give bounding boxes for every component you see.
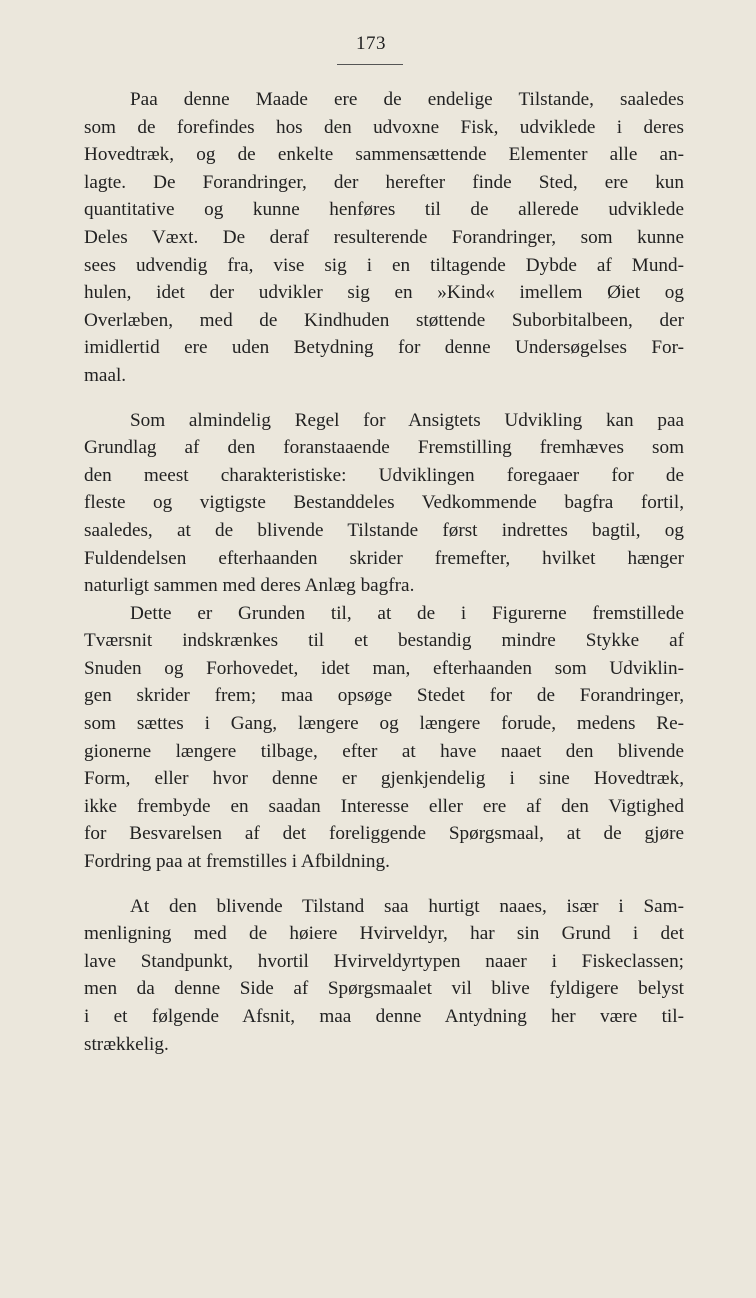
- text-line: som sættes i Gang, længere og længere forude, medens Re-: [84, 713, 684, 735]
- text-line: saaledes, at de blivende Tilstande først indrettes bagtil, og: [84, 519, 684, 541]
- text-line: Som almindelig Regel for Ansigtets Udvikling kan paa: [130, 409, 684, 431]
- text-line: men da denne Side af Spørgsmaalet vil blive fyldigere belyst: [84, 978, 684, 1000]
- text-line: naturligt sammen med deres Anlæg bagfra.: [84, 575, 415, 597]
- paragraph-1: [84, 86, 684, 390]
- text-line: Tværsnit indskrænkes til et bestandig mindre Stykke af: [84, 630, 684, 652]
- text-line: fleste og vigtigste Bestanddeles Vedkommende bagfra fortil,: [84, 492, 684, 514]
- paragraph-2: [84, 407, 684, 600]
- text-line: strækkelig.: [84, 1033, 169, 1055]
- text-line: lave Standpunkt, hvortil Hvirveldyrtypen naaer i Fiskeclassen;: [84, 950, 684, 972]
- text-line: Fuldendelsen efterhaanden skrider fremefter, hvilket hænger: [84, 547, 684, 569]
- text-line: Snuden og Forhovedet, idet man, efterhaanden som Udviklin-: [84, 657, 684, 679]
- text-line: Fordring paa at fremstilles i Afbildning.: [84, 851, 390, 873]
- paragraph-4: [84, 893, 684, 1059]
- text-line: hulen, idet der udvikler sig en »Kind« imellem Øiet og: [84, 282, 684, 304]
- text-line: i et følgende Afsnit, maa denne Antydning her være til-: [84, 1006, 684, 1027]
- text-line: imidlertid ere uden Betydning for denne Undersøgelses For-: [84, 337, 684, 359]
- text-line: Form, eller hvor denne er gjenkjendelig i sine Hovedtræk,: [84, 768, 684, 790]
- text-line: gionerne længere tilbage, efter at have naaet den blivende: [84, 740, 684, 762]
- text-line: quantitative og kunne henføres til de allerede udviklede: [84, 199, 684, 221]
- text-line: Dette er Grunden til, at de i Figurerne fremstillede: [130, 602, 684, 624]
- text-line: lagte. De Forandringer, der herefter finde Sted, ere kun: [84, 171, 684, 193]
- paragraph-3: [84, 600, 684, 876]
- text-line: Deles Væxt. De deraf resulterende Forandringer, som kunne: [84, 226, 684, 248]
- page-number: 173: [356, 33, 386, 54]
- text-line: At den blivende Tilstand saa hurtigt naaes, især i Sam-: [130, 895, 684, 917]
- text-line: maal.: [84, 364, 127, 386]
- text-line: Hovedtræk, og de enkelte sammensættende Elementer alle an-: [84, 144, 684, 166]
- page-number-rule: [337, 64, 403, 65]
- text-line: sees udvendig fra, vise sig i en tiltagende Dybde af Mund-: [84, 254, 684, 276]
- text-line: Overlæben, med de Kindhuden støttende Suborbitalbeen, der: [84, 309, 684, 331]
- text-line: menligning med de høiere Hvirveldyr, har sin Grund i det: [84, 923, 684, 945]
- text-line: gen skrider frem; maa opsøge Stedet for de Forandringer,: [84, 685, 684, 707]
- text-line: for Besvarelsen af det foreliggende Spørgsmaal, at de gjøre: [84, 823, 684, 845]
- body-text: [84, 86, 684, 1058]
- text-line: som de forefindes hos den udvoxne Fisk, udviklede i deres: [84, 116, 684, 138]
- text-line: Grundlag af den foranstaaende Fremstilling fremhæves som: [84, 437, 684, 459]
- text-line: Paa denne Maade ere de endelige Tilstande, saaledes: [130, 89, 684, 110]
- text-line: ikke frembyde en saadan Interesse eller ere af den Vigtighed: [84, 795, 684, 817]
- text-line: den meest charakteristiske: Udviklingen foregaaer for de: [84, 464, 684, 486]
